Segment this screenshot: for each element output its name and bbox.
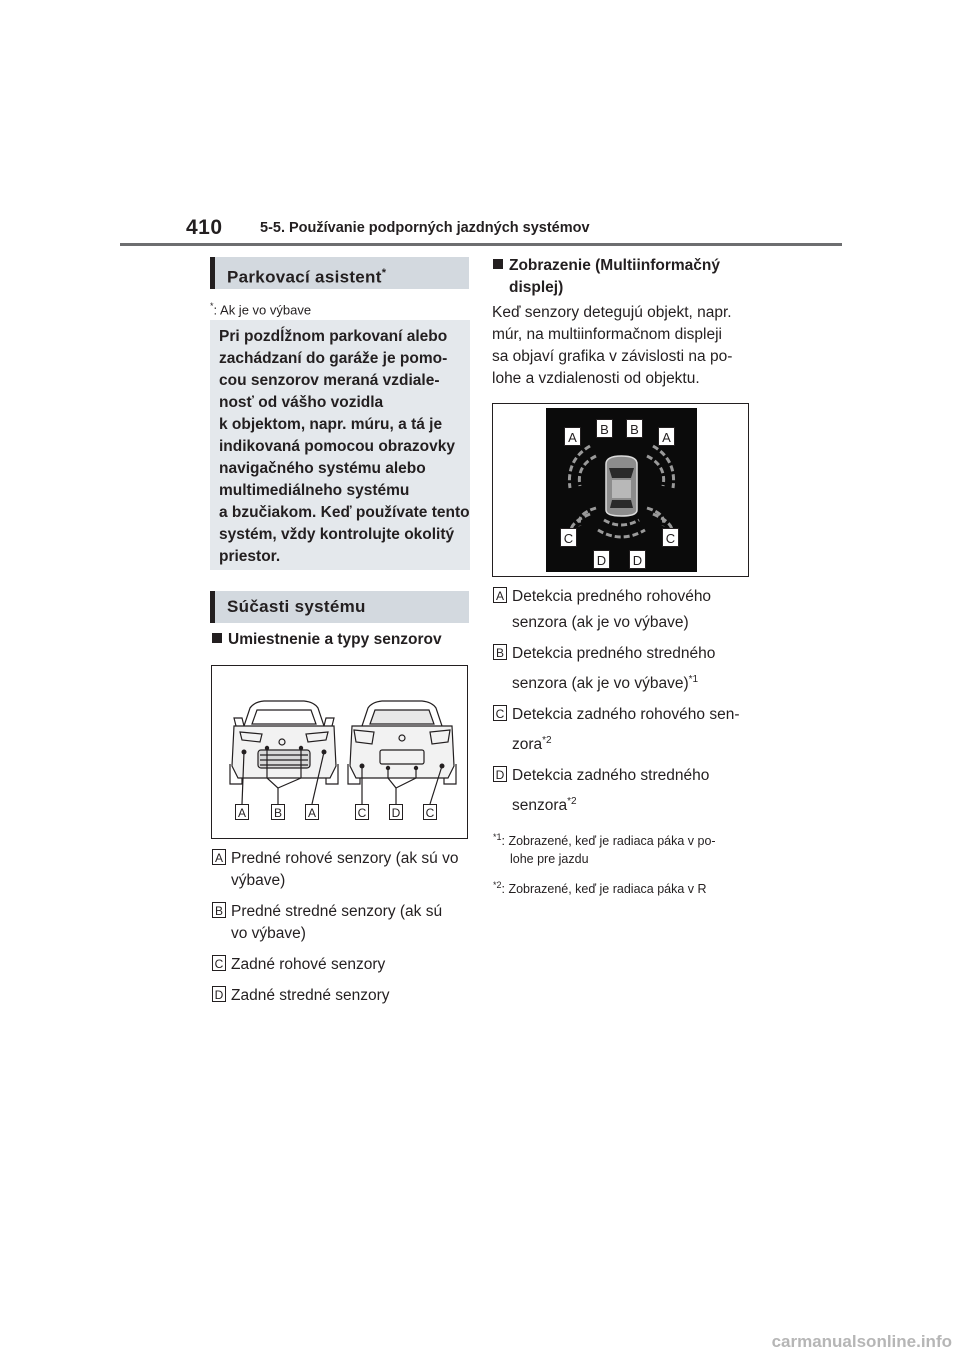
subheading-text: Zobrazenie (Multiinformačný [509, 257, 720, 274]
subheading-text: displej) [509, 279, 564, 296]
legend-key: A [493, 587, 507, 603]
intro-line: a bzučiakom. Keď používate tento [219, 504, 470, 521]
legend-text: senzora (ak je vo výbave) [512, 614, 689, 632]
vehicle-top-view-icon [606, 456, 637, 516]
legend-item [493, 765, 755, 817]
figure-label-a: A [305, 804, 319, 820]
header-rule [120, 243, 842, 246]
legend-item [212, 848, 472, 892]
note-text: lohe pre jazdu [510, 851, 589, 866]
legend-item [493, 643, 755, 695]
watermark: carmanualsonline.info [771, 1332, 952, 1351]
note-mark: *2 [493, 879, 502, 890]
legend-text: Detekcia zadného stredného [512, 767, 710, 785]
intro-line: systém, vždy kontrolujte okolitý [219, 526, 455, 543]
legend-key: D [493, 766, 507, 782]
legend-key: B [493, 644, 507, 660]
legend-text: Detekcia predného rohového [512, 588, 712, 605]
intro-line: navigačného systému alebo [219, 460, 426, 477]
legend-text: výbave) [231, 872, 286, 889]
display-label-c: C [662, 528, 679, 547]
legend-text: vo výbave) [231, 925, 306, 942]
body-line: lohe a vzdialenosti od objektu. [492, 370, 700, 387]
legend-text: senzora (ak je vo výbave) [512, 675, 689, 693]
legend-text: Predné stredné senzory (ak sú [231, 903, 443, 920]
display-figure [492, 403, 749, 577]
intro-line: k objektom, napr. múru, a tá je [219, 416, 443, 433]
legend-footnote-mark: *2 [542, 735, 552, 747]
legend-key: D [212, 986, 226, 1002]
intro-line: nosť od vášho vozidla [219, 394, 384, 411]
figure-label-c: C [355, 804, 369, 820]
legend-key: C [212, 955, 226, 971]
intro-line: Pri pozdĺžnom parkovaní alebo [219, 328, 448, 345]
running-header: 5-5. Používanie podporných jazdných systémov [260, 220, 590, 236]
footnote-2 [493, 876, 755, 898]
footnote-text: : Ak je vo výbave [213, 302, 312, 318]
display-label-a: A [564, 427, 581, 446]
section-title: Súčasti systému [227, 597, 366, 616]
figure-label-b: B [271, 804, 285, 820]
footnote-mark: * [210, 301, 214, 311]
multi-information-display [546, 408, 697, 572]
legend-footnote-mark: *1 [688, 674, 699, 686]
section-heading-parking-assist [210, 257, 469, 289]
display-description [492, 302, 732, 390]
legend-footnote-mark: *2 [567, 796, 577, 808]
display-label-c: C [560, 528, 577, 547]
legend-text: Detekcia predného stredného [512, 645, 716, 663]
legend-item [212, 985, 472, 1007]
title-asterisk: * [381, 267, 387, 279]
display-legend [493, 586, 755, 898]
note-mark: *1 [493, 831, 502, 842]
section-title: Parkovací asistent [227, 267, 382, 287]
note-text: : Zobrazené, keď je radiaca páka v R [501, 881, 707, 896]
page-number: 410 [186, 216, 223, 239]
sensor-location-figure [211, 665, 468, 839]
intro-box [210, 320, 470, 570]
legend-key: C [493, 705, 507, 721]
display-label-b: B [626, 419, 643, 438]
legend-text: senzora [512, 797, 568, 815]
note-text: : Zobrazené, keď je radiaca páka v po- [501, 833, 716, 848]
figure-label-c: C [423, 804, 437, 820]
figure-label-a: A [235, 804, 249, 820]
display-label-b: B [596, 419, 613, 438]
footnote-1 [493, 828, 755, 868]
legend-text: Zadné rohové senzory [231, 956, 386, 973]
intro-line: priestor. [219, 548, 281, 565]
front-vehicle-illustration [230, 701, 338, 784]
intro-line: zachádzaní do garáže je pomo- [219, 350, 448, 367]
legend-key: B [212, 902, 226, 918]
availability-footnote [210, 301, 311, 317]
subheading-sensor-location [212, 629, 442, 651]
body-line: múr, na multiinformačnom displeji [492, 326, 723, 343]
display-label-d: D [593, 550, 610, 569]
display-label-d: D [629, 550, 646, 569]
square-bullet-icon [493, 259, 503, 269]
display-label-a: A [658, 427, 675, 446]
legend-item [212, 901, 472, 945]
intro-line: multimediálneho systému [219, 482, 410, 499]
intro-line: cou senzorov meraná vzdiale- [219, 372, 440, 389]
body-line: sa objaví grafika v závislosti na po- [492, 348, 733, 365]
square-bullet-icon [212, 633, 222, 643]
legend-key: A [212, 849, 226, 865]
legend-text: Predné rohové senzory (ak sú vo [231, 850, 459, 867]
legend-item [212, 954, 472, 976]
subheading-display [493, 255, 720, 299]
legend-text: Detekcia zadného rohového sen- [512, 706, 740, 724]
sensor-legend [212, 848, 472, 1007]
subheading-text: Umiestnenie a typy senzorov [228, 631, 442, 648]
legend-item [493, 704, 755, 756]
legend-text: Zadné stredné senzory [231, 987, 390, 1004]
intro-line: indikovaná pomocou obrazovky [219, 438, 455, 455]
legend-text: zora [512, 736, 543, 754]
section-heading-components [210, 591, 469, 623]
figure-label-d: D [389, 804, 403, 820]
body-line: Keď senzory detegujú objekt, napr. [492, 304, 732, 321]
legend-item [493, 586, 755, 634]
